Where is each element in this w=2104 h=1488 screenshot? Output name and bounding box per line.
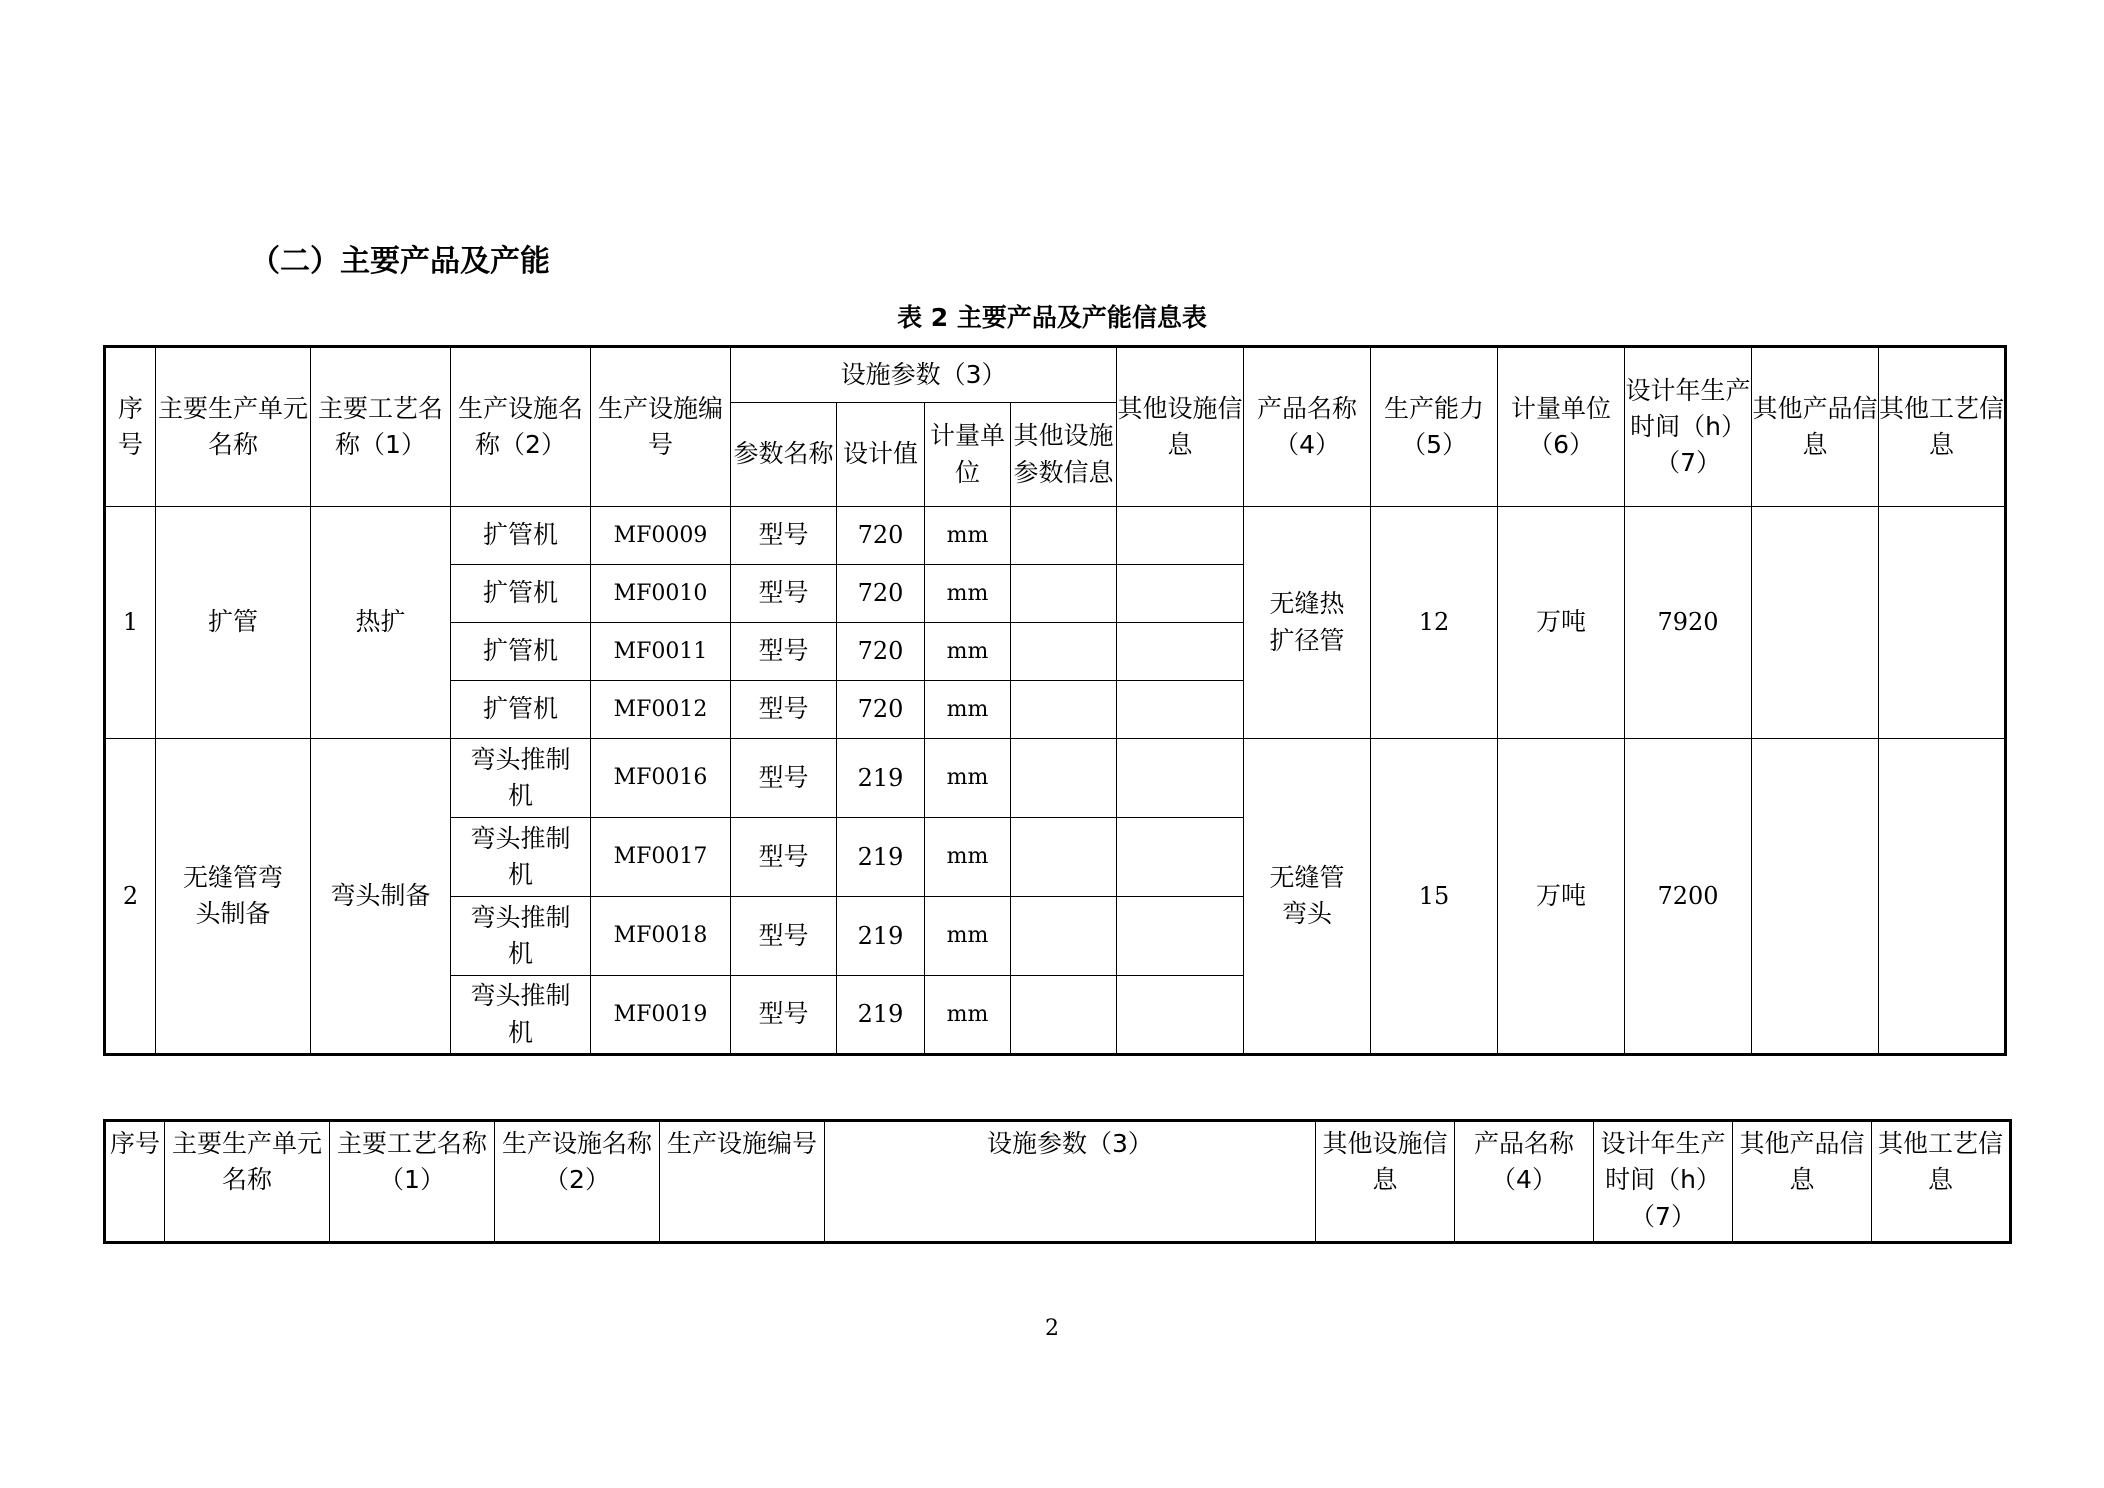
cell-param-name: 型号 xyxy=(731,623,837,681)
cell-other-facility-info xyxy=(1117,681,1244,739)
cell-other-facility-info xyxy=(1117,739,1244,818)
header-capacity: 生产能力（5） xyxy=(1371,347,1498,507)
cell-facility-code: MF0017 xyxy=(591,818,731,897)
cell-other-facility-info xyxy=(1117,897,1244,976)
cell-unit: mm xyxy=(925,623,1011,681)
cell-other-param-info xyxy=(1011,976,1117,1055)
cell-param-name: 型号 xyxy=(731,818,837,897)
cell-process-name: 热扩 xyxy=(311,507,451,739)
header-capacity-unit: 计量单位（6） xyxy=(1498,347,1625,507)
continuation-header-table xyxy=(103,1119,2012,1244)
header-other-product-info: 其他产品信息 xyxy=(1733,1121,1872,1243)
cell-capacity: 12 xyxy=(1371,507,1498,739)
header-seq: 序号 xyxy=(105,347,156,507)
cell-facility-name: 扩管机 xyxy=(451,681,591,739)
cell-other-facility-info xyxy=(1117,818,1244,897)
cell-other-param-info xyxy=(1011,507,1117,565)
cell-design-hours: 7200 xyxy=(1625,739,1752,1055)
cell-other-param-info xyxy=(1011,739,1117,818)
table-row xyxy=(105,507,2006,565)
cell-capacity: 15 xyxy=(1371,739,1498,1055)
cell-facility-code: MF0009 xyxy=(591,507,731,565)
cell-product-name: 无缝管弯头 xyxy=(1244,739,1371,1055)
cell-unit: mm xyxy=(925,976,1011,1055)
header-facility-params: 设施参数（3） xyxy=(731,347,1117,403)
cell-design-value: 219 xyxy=(837,976,925,1055)
cell-design-value: 219 xyxy=(837,739,925,818)
cell-design-value: 720 xyxy=(837,507,925,565)
header-other-facility-info: 其他设施信息 xyxy=(1316,1121,1455,1243)
header-other-process-info: 其他工艺信息 xyxy=(1872,1121,2011,1243)
table-caption: 表 2 主要产品及产能信息表 xyxy=(897,303,1207,332)
cell-facility-code: MF0012 xyxy=(591,681,731,739)
cell-unit: mm xyxy=(925,818,1011,897)
header-facility-params: 设施参数（3） xyxy=(825,1121,1316,1243)
cell-facility-name: 弯头推制机 xyxy=(451,897,591,976)
cell-other-param-info xyxy=(1011,565,1117,623)
header-unit-name: 主要生产单元名称 xyxy=(165,1121,330,1243)
cell-facility-code: MF0010 xyxy=(591,565,731,623)
cell-unit: mm xyxy=(925,507,1011,565)
cell-design-value: 720 xyxy=(837,623,925,681)
cell-design-hours: 7920 xyxy=(1625,507,1752,739)
cell-design-value: 219 xyxy=(837,897,925,976)
cell-param-name: 型号 xyxy=(731,976,837,1055)
cell-facility-code: MF0011 xyxy=(591,623,731,681)
cell-design-value: 219 xyxy=(837,818,925,897)
cell-unit-name: 无缝管弯头制备 xyxy=(156,739,311,1055)
header-other-process-info: 其他工艺信息 xyxy=(1879,347,2006,507)
cell-facility-name: 扩管机 xyxy=(451,507,591,565)
cell-other-facility-info xyxy=(1117,976,1244,1055)
header-product-name: 产品名称（4） xyxy=(1455,1121,1594,1243)
header-facility-name: 生产设施名称（2） xyxy=(451,347,591,507)
header-param-name: 参数名称 xyxy=(731,403,837,507)
header-other-product-info: 其他产品信息 xyxy=(1752,347,1879,507)
table-row xyxy=(105,739,2006,818)
header-design-hours: 设计年生产时间（h）（7） xyxy=(1594,1121,1733,1243)
cell-unit: mm xyxy=(925,681,1011,739)
cell-unit: mm xyxy=(925,897,1011,976)
cell-param-name: 型号 xyxy=(731,681,837,739)
cell-param-name: 型号 xyxy=(731,739,837,818)
cell-facility-name: 弯头推制机 xyxy=(451,818,591,897)
cell-capacity-unit: 万吨 xyxy=(1498,739,1625,1055)
cell-other-facility-info xyxy=(1117,565,1244,623)
header-process-name: 主要工艺名称（1） xyxy=(311,347,451,507)
cell-unit: mm xyxy=(925,565,1011,623)
cell-seq: 2 xyxy=(105,739,156,1055)
header-product-name: 产品名称（4） xyxy=(1244,347,1371,507)
header-process-name: 主要工艺名称（1） xyxy=(330,1121,495,1243)
cell-facility-name: 弯头推制机 xyxy=(451,739,591,818)
header-design-hours: 设计年生产时间（h）（7） xyxy=(1625,347,1752,507)
cell-facility-code: MF0018 xyxy=(591,897,731,976)
page-number: 2 xyxy=(1045,1316,1059,1341)
cell-capacity-unit: 万吨 xyxy=(1498,507,1625,739)
cell-other-process-info xyxy=(1879,507,2006,739)
cell-facility-name: 弯头推制机 xyxy=(451,976,591,1055)
cell-facility-name: 扩管机 xyxy=(451,623,591,681)
header-facility-code: 生产设施编号 xyxy=(591,347,731,507)
cell-other-product-info xyxy=(1752,507,1879,739)
header-design-value: 设计值 xyxy=(837,403,925,507)
cell-facility-name: 扩管机 xyxy=(451,565,591,623)
section-title: （二）主要产品及产能 xyxy=(250,244,550,279)
cell-param-name: 型号 xyxy=(731,507,837,565)
cell-param-name: 型号 xyxy=(731,897,837,976)
cell-design-value: 720 xyxy=(837,565,925,623)
cell-design-value: 720 xyxy=(837,681,925,739)
cell-process-name: 弯头制备 xyxy=(311,739,451,1055)
header-unit-name: 主要生产单元名称 xyxy=(156,347,311,507)
cell-other-param-info xyxy=(1011,897,1117,976)
cell-unit-name: 扩管 xyxy=(156,507,311,739)
header-other-facility-info: 其他设施信息 xyxy=(1117,347,1244,507)
cell-other-facility-info xyxy=(1117,623,1244,681)
cell-other-process-info xyxy=(1879,739,2006,1055)
cell-other-facility-info xyxy=(1117,507,1244,565)
header-other-param-info: 其他设施参数信息 xyxy=(1011,403,1117,507)
cell-unit: mm xyxy=(925,739,1011,818)
cell-facility-code: MF0019 xyxy=(591,976,731,1055)
main-products-table xyxy=(103,345,2007,1056)
cell-product-name: 无缝热扩径管 xyxy=(1244,507,1371,739)
header-seq: 序号 xyxy=(105,1121,165,1243)
header-facility-name: 生产设施名称（2） xyxy=(495,1121,660,1243)
cell-other-product-info xyxy=(1752,739,1879,1055)
cell-other-param-info xyxy=(1011,818,1117,897)
cell-facility-code: MF0016 xyxy=(591,739,731,818)
cell-other-param-info xyxy=(1011,623,1117,681)
cell-seq: 1 xyxy=(105,507,156,739)
cell-other-param-info xyxy=(1011,681,1117,739)
cell-param-name: 型号 xyxy=(731,565,837,623)
header-facility-code: 生产设施编号 xyxy=(660,1121,825,1243)
header-unit: 计量单位 xyxy=(925,403,1011,507)
